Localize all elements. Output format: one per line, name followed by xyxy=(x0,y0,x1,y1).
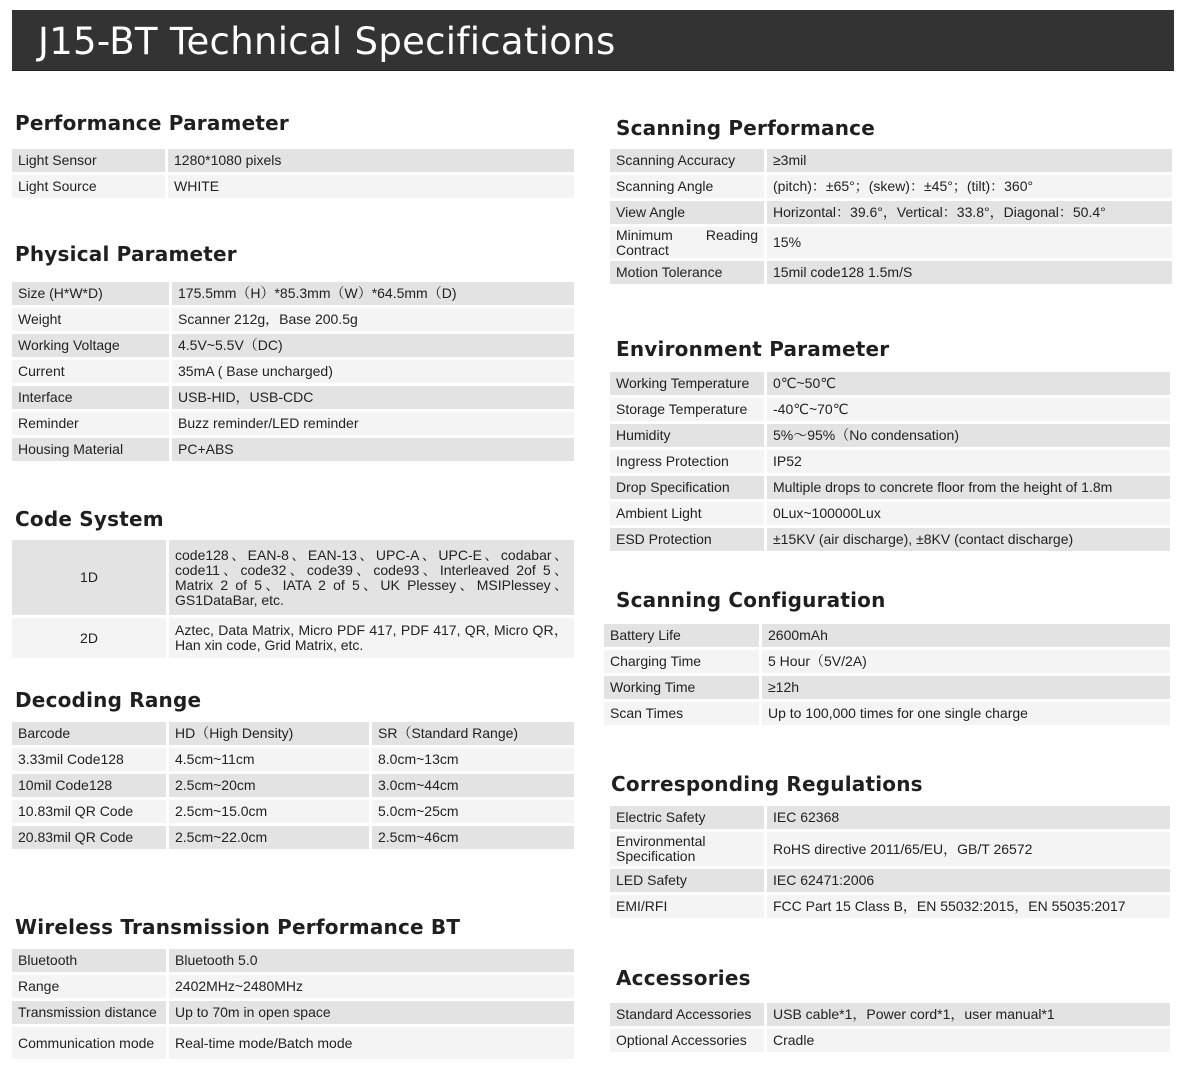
spec-label: Size (H*W*D) xyxy=(12,282,172,305)
table-row xyxy=(604,676,1170,699)
spec-label: LED Safety xyxy=(610,869,767,892)
table-row xyxy=(604,650,1170,673)
spec-label: Standard Accessories xyxy=(610,1003,767,1026)
spec-label: View Angle xyxy=(610,201,767,224)
section-title-code-system: Code System xyxy=(15,507,164,531)
table-row xyxy=(610,149,1172,172)
environment-table xyxy=(610,369,1170,554)
spec-label: Current xyxy=(12,360,172,383)
regulations-table xyxy=(610,803,1170,921)
spec-label: Ingress Protection xyxy=(610,450,767,473)
table-row xyxy=(12,618,574,658)
barcode-cell: 3.33mil Code128 xyxy=(12,748,169,771)
hd-cell: 2.5cm~20cm xyxy=(169,774,372,797)
spec-label: Scan Times xyxy=(604,702,762,725)
table-row xyxy=(12,949,574,972)
spec-value: Up to 70m in open space xyxy=(169,1001,574,1024)
spec-label: Battery Life xyxy=(604,624,762,647)
table-row xyxy=(12,282,574,305)
table-row xyxy=(12,412,574,435)
table-row xyxy=(12,438,574,461)
spec-label: Transmission distance xyxy=(12,1001,169,1024)
column-header: HD（High Density) xyxy=(169,722,372,745)
spec-label: Motion Tolerance xyxy=(610,261,767,284)
spec-label: Interface xyxy=(12,386,172,409)
spec-value: PC+ABS xyxy=(172,438,574,461)
spec-value: 4.5V~5.5V（DC) xyxy=(172,334,574,357)
spec-label: Ambient Light xyxy=(610,502,767,525)
column-header: Barcode xyxy=(12,722,169,745)
table-row xyxy=(610,450,1170,473)
spec-value: Real-time mode/Batch mode xyxy=(169,1027,574,1059)
table-row xyxy=(610,832,1170,866)
table-row xyxy=(604,624,1170,647)
spec-label: Environmental Specification xyxy=(610,832,767,866)
spec-value: FCC Part 15 Class B，EN 55032:2015，EN 55035:2017 xyxy=(767,895,1170,918)
table-row xyxy=(12,1001,574,1024)
spec-label: Minimum Reading Contract xyxy=(610,227,767,258)
spec-label: Reminder xyxy=(12,412,172,435)
barcode-cell: 10.83mil QR Code xyxy=(12,800,169,823)
table-row xyxy=(610,175,1172,198)
table-row xyxy=(604,702,1170,725)
table-row xyxy=(12,540,574,615)
spec-value: RoHS directive 2011/65/EU，GB/T 26572 xyxy=(767,832,1170,866)
section-title-scanning-config: Scanning Configuration xyxy=(616,588,886,612)
code-list: code128、EAN-8、EAN-13、UPC-A、UPC-E、codabar、code11、code32、code39、code93、Interleaved 2of 5、Matrix 2 of 5、IATA 2 of 5、UK Plessey、MSIPlessey、GS1DataBar, etc. xyxy=(169,540,574,615)
spec-label: Storage Temperature xyxy=(610,398,767,421)
scanning-config-table xyxy=(604,621,1170,728)
table-row xyxy=(12,386,574,409)
barcode-cell: 20.83mil QR Code xyxy=(12,826,169,849)
section-title-accessories: Accessories xyxy=(616,966,751,990)
table-header-row xyxy=(12,722,574,745)
spec-value: WHITE xyxy=(168,175,574,198)
spec-value: ≥3mil xyxy=(767,149,1172,172)
physical-table xyxy=(12,279,574,464)
table-row xyxy=(12,334,574,357)
spec-value: (pitch)：±65°；(skew)：±45°；(tilt)：360° xyxy=(767,175,1172,198)
spec-value: Multiple drops to concrete floor from the height of 1.8m xyxy=(767,476,1170,499)
accessories-table xyxy=(610,1000,1170,1055)
performance-table xyxy=(12,146,574,201)
table-row xyxy=(12,774,574,797)
spec-label: Working Time xyxy=(604,676,762,699)
spec-value: 1280*1080 pixels xyxy=(168,149,574,172)
table-row xyxy=(12,149,574,172)
decoding-table xyxy=(12,719,574,852)
table-row xyxy=(12,826,574,849)
table-row xyxy=(610,227,1172,258)
spec-value: Buzz reminder/LED reminder xyxy=(172,412,574,435)
section-title-wireless: Wireless Transmission Performance BT xyxy=(15,915,461,939)
section-title-environment: Environment Parameter xyxy=(616,337,890,361)
table-row xyxy=(610,201,1172,224)
column-header: SR（Standard Range) xyxy=(372,722,574,745)
spec-value: 15% xyxy=(767,227,1172,258)
table-row xyxy=(610,869,1170,892)
spec-label: Humidity xyxy=(610,424,767,447)
spec-value: -40℃~70℃ xyxy=(767,398,1170,421)
spec-value: Cradle xyxy=(767,1029,1170,1052)
title-banner xyxy=(12,10,1174,71)
table-row xyxy=(610,895,1170,918)
spec-value: IEC 62471:2006 xyxy=(767,869,1170,892)
sr-cell: 3.0cm~44cm xyxy=(372,774,574,797)
code-type-label: 1D xyxy=(12,540,169,615)
table-row xyxy=(610,1003,1170,1026)
spec-value: ±15KV (air discharge), ±8KV (contact discharge) xyxy=(767,528,1170,551)
sr-cell: 8.0cm~13cm xyxy=(372,748,574,771)
barcode-cell: 10mil Code128 xyxy=(12,774,169,797)
table-row xyxy=(610,528,1170,551)
section-title-decoding: Decoding Range xyxy=(15,688,202,712)
spec-label: Scanning Angle xyxy=(610,175,767,198)
table-row xyxy=(12,360,574,383)
spec-label: Bluetooth xyxy=(12,949,169,972)
table-row xyxy=(610,424,1170,447)
table-row xyxy=(610,372,1170,395)
spec-value: 175.5mm（H）*85.3mm（W）*64.5mm（D) xyxy=(172,282,574,305)
spec-value: Scanner 212g，Base 200.5g xyxy=(172,308,574,331)
spec-label: Weight xyxy=(12,308,172,331)
table-row xyxy=(610,1029,1170,1052)
spec-label: ESD Protection xyxy=(610,528,767,551)
spec-value: 5 Hour（5V/2A) xyxy=(762,650,1170,673)
table-row xyxy=(610,806,1170,829)
spec-label: Range xyxy=(12,975,169,998)
spec-value: USB-HID，USB-CDC xyxy=(172,386,574,409)
table-row xyxy=(610,502,1170,525)
hd-cell: 2.5cm~15.0cm xyxy=(169,800,372,823)
spec-value: USB cable*1，Power cord*1，user manual*1 xyxy=(767,1003,1170,1026)
spec-label: Optional Accessories xyxy=(610,1029,767,1052)
hd-cell: 4.5cm~11cm xyxy=(169,748,372,771)
spec-value: 5%～95%（No condensation) xyxy=(767,424,1170,447)
spec-value: IP52 xyxy=(767,450,1170,473)
table-row xyxy=(12,175,574,198)
code-list: Aztec, Data Matrix, Micro PDF 417, PDF 417, QR, Micro QR，Han xin code, Grid Matrix, etc. xyxy=(169,618,574,658)
hd-cell: 2.5cm~22.0cm xyxy=(169,826,372,849)
spec-label: Drop Specification xyxy=(610,476,767,499)
spec-value: 15mil code128 1.5m/S xyxy=(767,261,1172,284)
spec-label: Housing Material xyxy=(12,438,172,461)
spec-value: IEC 62368 xyxy=(767,806,1170,829)
section-title-performance: Performance Parameter xyxy=(15,111,289,135)
table-row xyxy=(610,398,1170,421)
spec-value: 0Lux~100000Lux xyxy=(767,502,1170,525)
section-title-regulations: Corresponding Regulations xyxy=(611,772,923,796)
spec-label: Communication mode xyxy=(12,1027,169,1059)
table-row xyxy=(12,748,574,771)
spec-value: ≥12h xyxy=(762,676,1170,699)
spec-label: Charging Time xyxy=(604,650,762,673)
scanning-performance-table xyxy=(610,146,1172,287)
sr-cell: 5.0cm~25cm xyxy=(372,800,574,823)
table-row xyxy=(12,800,574,823)
spec-label: Electric Safety xyxy=(610,806,767,829)
spec-label: Light Source xyxy=(12,175,168,198)
table-row xyxy=(12,308,574,331)
spec-label: Working Voltage xyxy=(12,334,172,357)
code-system-table xyxy=(12,537,574,661)
spec-value: 2600mAh xyxy=(762,624,1170,647)
spec-value: Up to 100,000 times for one single charge xyxy=(762,702,1170,725)
spec-label: Working Temperature xyxy=(610,372,767,395)
spec-value: Horizontal：39.6°，Vertical：33.8°，Diagonal：50.4° xyxy=(767,201,1172,224)
table-row xyxy=(610,261,1172,284)
sr-cell: 2.5cm~46cm xyxy=(372,826,574,849)
section-title-scanning-performance: Scanning Performance xyxy=(616,116,875,140)
page-title: J15-BT Technical Specifications xyxy=(38,20,616,63)
spec-value: 0℃~50℃ xyxy=(767,372,1170,395)
spec-value: 2402MHz~2480MHz xyxy=(169,975,574,998)
spec-value: 35mA ( Base uncharged) xyxy=(172,360,574,383)
table-row xyxy=(12,975,574,998)
table-row xyxy=(610,476,1170,499)
section-title-physical: Physical Parameter xyxy=(15,242,237,266)
wireless-table xyxy=(12,946,574,1062)
spec-label: Scanning Accuracy xyxy=(610,149,767,172)
spec-label: Light Sensor xyxy=(12,149,168,172)
spec-label: EMI/RFI xyxy=(610,895,767,918)
code-type-label: 2D xyxy=(12,618,169,658)
spec-value: Bluetooth 5.0 xyxy=(169,949,574,972)
table-row xyxy=(12,1027,574,1059)
